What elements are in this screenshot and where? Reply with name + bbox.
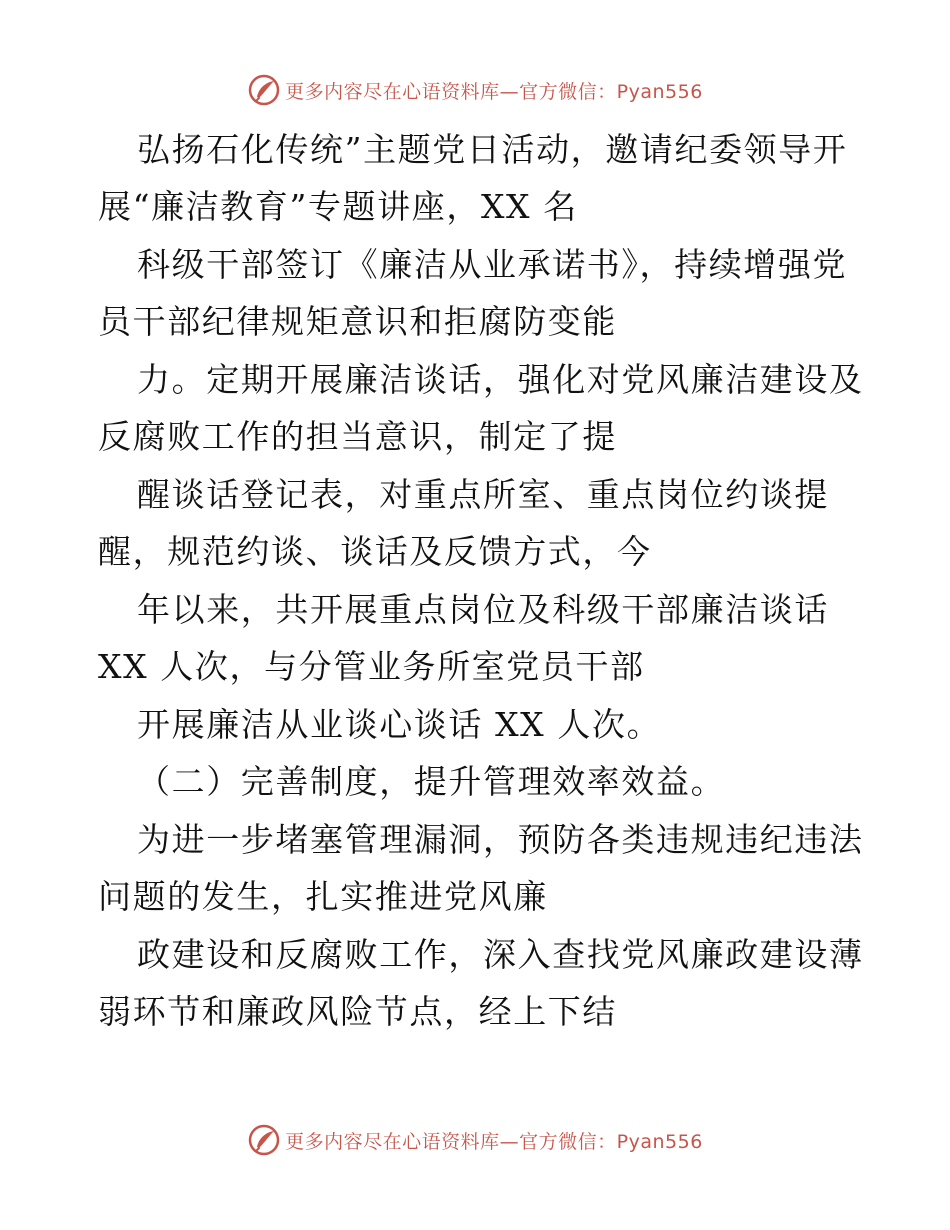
text-line: 员干部纪律规矩意识和拒腐防变能 [98, 302, 617, 341]
text-line: 反腐败工作的担当意识，制定了提 [98, 417, 617, 456]
text-line: 弱环节和廉政风险节点，经上下结 [98, 992, 617, 1031]
text-line: 问题的发生，扎实推进党风廉 [98, 877, 548, 916]
text-line: 政建设和反腐败工作，深入查找党风廉政建设薄 [137, 935, 864, 974]
text-line: 醒谈话登记表，对重点所室、重点岗位约谈提 [137, 475, 829, 514]
text-line: 开展廉洁从业谈心谈话 XX 人次。 [137, 705, 662, 744]
text-line: 力。定期开展廉洁谈话，强化对党风廉洁建设及 [137, 360, 864, 399]
text-line: 为进一步堵塞管理漏洞，预防各类违规违纪违法 [137, 820, 864, 859]
text-line: 醒，规范约谈、谈话及反馈方式，今 [98, 532, 652, 571]
text-line: 展“廉洁教育”专题讲座，XX 名 [98, 187, 578, 226]
section-heading: （二）完善制度，提升管理效率效益。 [137, 762, 726, 801]
banner-text: 更多内容尽在心语资料库—官方微信：Pyan556 [285, 1130, 703, 1153]
text-line: XX 人次，与分管业务所室党员干部 [98, 647, 645, 686]
text-line: 弘扬石化传统”主题党日活动，邀请纪委领导开 [137, 130, 848, 169]
banner-text: 更多内容尽在心语资料库—官方微信：Pyan556 [285, 80, 703, 103]
brand-logo-icon [247, 1123, 281, 1157]
footer-banner [0, 1120, 950, 1160]
text-line: 年以来，共开展重点岗位及科级干部廉洁谈话 [137, 590, 829, 629]
text-line: 科级干部签订《廉洁从业承诺书》，持续增强党 [137, 245, 848, 284]
